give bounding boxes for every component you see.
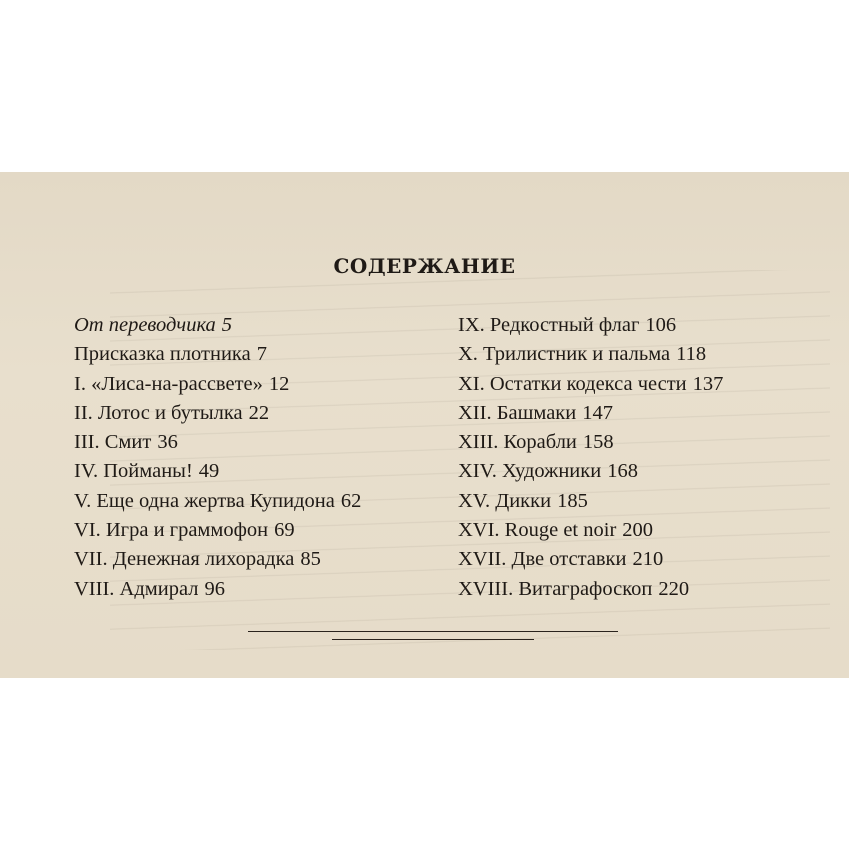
toc-entry-label: XVI. Rouge et noir	[458, 519, 617, 542]
contents-left-column	[74, 311, 361, 604]
contents-right-column	[458, 311, 723, 604]
toc-entry-label: X. Трилистник и пальма	[458, 343, 671, 366]
toc-entry	[458, 428, 723, 457]
toc-entry-page: 185	[557, 489, 588, 512]
toc-entry-label: VII. Денежная лихорадка	[74, 548, 295, 571]
toc-entry-page: 5	[221, 314, 233, 336]
toc-entry	[458, 311, 723, 340]
toc-entry	[458, 370, 723, 399]
toc-entry	[74, 311, 361, 340]
toc-entry-page: 85	[300, 548, 321, 571]
toc-entry-page: 106	[645, 314, 677, 336]
toc-entry-label: XII. Башмаки	[458, 401, 577, 424]
toc-entry-page: 168	[607, 460, 638, 483]
toc-entry-label: Присказка плотника	[74, 343, 251, 366]
toc-entry-page: 62	[340, 489, 362, 512]
toc-entry-page: 147	[582, 401, 613, 424]
toc-entry-label: I. «Лиса-на-рассвете»	[74, 372, 263, 395]
toc-entry-label: XV. Дикки	[458, 489, 552, 512]
toc-entry	[74, 399, 361, 428]
toc-entry-page: 49	[198, 460, 220, 483]
toc-entry	[458, 487, 723, 516]
toc-entry-page: 137	[692, 372, 724, 395]
toc-entry	[458, 575, 723, 604]
toc-entry	[458, 545, 723, 574]
toc-entry	[74, 370, 361, 399]
toc-entry	[458, 516, 723, 545]
toc-entry-page: 12	[268, 372, 290, 395]
toc-entry-page: 7	[256, 343, 267, 366]
toc-entry-page: 69	[274, 519, 295, 542]
toc-entry-page: 158	[582, 431, 614, 454]
toc-entry-page: 220	[658, 577, 690, 600]
toc-entry-label: XVII. Две отставки	[458, 548, 627, 571]
toc-entry-label: III. Смит	[74, 431, 152, 454]
toc-entry-label: IX. Редкостный флаг	[458, 314, 640, 336]
toc-entry	[74, 575, 361, 604]
toc-entry	[458, 457, 723, 486]
divider-rule-short	[332, 639, 534, 640]
toc-entry-label: XIII. Корабли	[458, 431, 577, 454]
toc-entry	[74, 487, 361, 516]
toc-entry	[74, 516, 361, 545]
toc-entry-page: 96	[204, 577, 225, 600]
toc-entry	[74, 340, 361, 369]
toc-entry-page: 118	[676, 343, 707, 366]
toc-entry-page: 22	[248, 401, 270, 424]
toc-entry-label: XI. Остатки кодекса чести	[458, 372, 687, 395]
toc-entry	[74, 428, 361, 457]
toc-entry-label: XVIII. Витаграфоскоп	[458, 577, 653, 600]
toc-entry	[74, 545, 361, 574]
toc-entry-page: 200	[622, 519, 654, 542]
toc-entry	[74, 457, 361, 486]
toc-entry-page: 36	[157, 431, 178, 454]
toc-entry-label: IV. Пойманы!	[74, 460, 193, 483]
toc-entry-label: VIII. Адмирал	[74, 577, 199, 600]
contents-title: СОДЕРЖАНИЕ	[333, 254, 516, 278]
toc-entry-label: V. Еще одна жертва Купидона	[74, 489, 335, 512]
book-page	[0, 172, 849, 678]
toc-entry	[458, 399, 723, 428]
toc-entry	[458, 340, 723, 369]
toc-entry-page: 210	[632, 548, 664, 571]
toc-entry-label: VI. Игра и граммофон	[74, 519, 269, 542]
divider-rule-long	[248, 631, 618, 632]
toc-entry-label: XIV. Художники	[458, 460, 602, 483]
toc-entry-label: От переводчика	[74, 314, 216, 336]
toc-entry-label: II. Лотос и бутылка	[74, 401, 243, 424]
